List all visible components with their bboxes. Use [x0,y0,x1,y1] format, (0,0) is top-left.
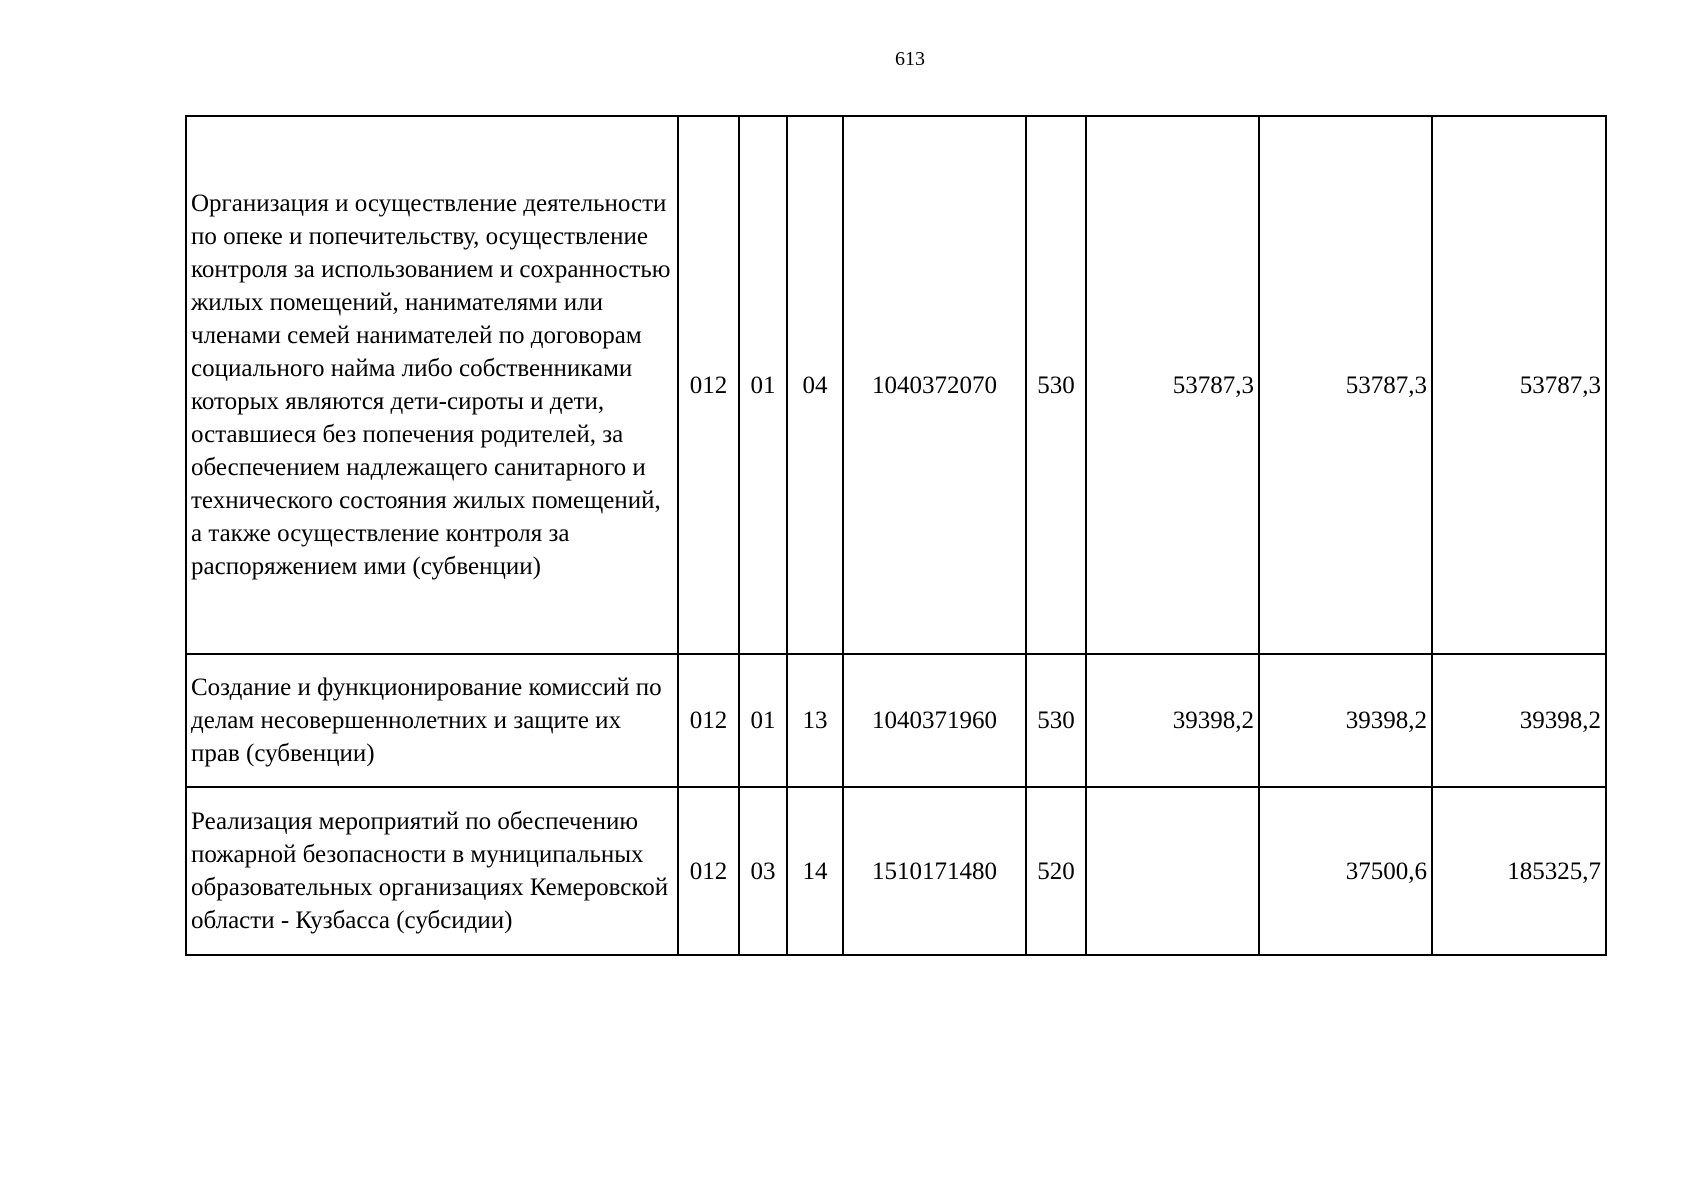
cell-section: 01 [739,116,787,654]
cell-target-item: 1040371960 [843,654,1026,787]
cell-amount-2: 39398,2 [1259,654,1432,787]
cell-name: Создание и функционирование комиссий по делам несовершеннолетних и защите их прав (субвенции) [186,654,678,787]
cell-expense-type: 520 [1026,787,1086,955]
cell-ministry: 012 [678,116,739,654]
cell-amount-1: 53787,3 [1086,116,1259,654]
table-row [186,116,1606,654]
cell-amount-1: 39398,2 [1086,654,1259,787]
cell-name: Организация и осуществление деятельности по опеке и попечительству, осуществление контроля за использованием и сохранностью жилых помещений, нанимателями или членами семей нанимателей по договорам социального найма либо собственниками которых являются дети-сироты и дети, оставшиеся без попечения родителей, за обеспечением надлежащего санитарного и технического состояния жилых помещений, а также осуществление контроля за распоряжением ими (субвенции) [186,116,678,654]
cell-subsection: 13 [787,654,843,787]
budget-table [185,115,1607,956]
cell-amount-3: 39398,2 [1432,654,1606,787]
cell-amount-3: 185325,7 [1432,787,1606,955]
cell-name: Реализация мероприятий по обеспечению пожарной безопасности в муниципальных образовательных организациях Кемеровской области - Кузбасса (субсидии) [186,787,678,955]
cell-amount-3: 53787,3 [1432,116,1606,654]
cell-target-item: 1510171480 [843,787,1026,955]
table-row [186,654,1606,787]
cell-section: 03 [739,787,787,955]
cell-section: 01 [739,654,787,787]
cell-amount-1 [1086,787,1259,955]
cell-subsection: 14 [787,787,843,955]
cell-amount-2: 53787,3 [1259,116,1432,654]
cell-subsection: 04 [787,116,843,654]
page-number: 613 [895,48,925,70]
cell-ministry: 012 [678,654,739,787]
cell-ministry: 012 [678,787,739,955]
table-row [186,787,1606,955]
cell-target-item: 1040372070 [843,116,1026,654]
cell-expense-type: 530 [1026,654,1086,787]
cell-amount-2: 37500,6 [1259,787,1432,955]
cell-expense-type: 530 [1026,116,1086,654]
